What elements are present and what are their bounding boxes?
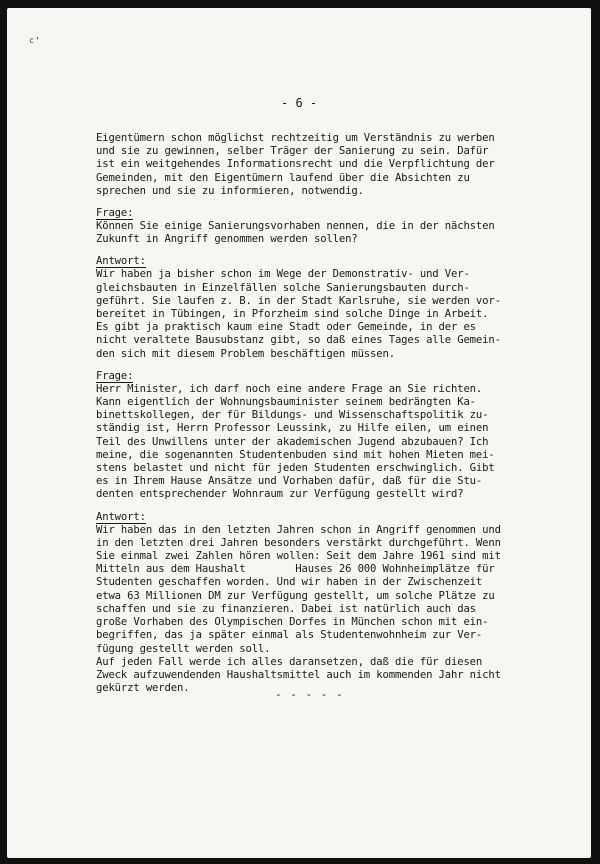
text-line: Eigentümern schon möglichst rechtzeitig um Verständnis zu werben (96, 132, 495, 144)
text-line: Können Sie einige Sanierungsvorhaben nennen, die in der nächsten (96, 220, 495, 233)
text-line: meine, die sogenannten Studentenbuden sind mit hohen Mieten mei- (96, 448, 495, 461)
text-line: Teil des Unwillens unter der akademischen Jugend abzubauen? Ich (96, 435, 489, 448)
page-corner-marks: c’ (29, 36, 41, 45)
text-line: Auf jeden Fall werde ich alles daransetzen, daß die für diesen (96, 655, 483, 668)
text-line: Wir haben ja bisher schon im Wege der Demonstrativ- und Ver- (96, 268, 470, 281)
text-line: gekürzt werden. (96, 682, 190, 695)
question-label: Frage: (96, 207, 134, 220)
text-line: denten entsprechender Wohnraum zur Verfügung gestellt wird? (96, 488, 464, 501)
text-line: große Vorhaben des Olympischen Dorfes in München schon mit ein- (96, 616, 489, 629)
text-line: den sich mit diesem Problem beschäftigen müssen. (96, 347, 395, 360)
text-line: und sie zu gewinnen, selber Träger der Sanierung zu sein. Dafür (96, 145, 489, 158)
question-text (96, 383, 566, 502)
text-line: bereitet in Tübingen, in Pforzheim sind solche Dinge in Arbeit. (96, 308, 489, 321)
text-line: stens belastet und nicht für jeden Studenten erschwinglich. Gibt (96, 462, 495, 475)
question-label: Frage: (96, 369, 134, 382)
text-line: Kann eigentlich der Wohnungsbauminister seinem bedrängten Ka- (96, 396, 476, 409)
text-line: sprechen und sie zu informieren, notwendig. (96, 184, 364, 197)
answer-label: Antwort: (96, 255, 146, 268)
text-line: geführt. Sie laufen z. B. in der Stadt Karlsruhe, sie werden vor- (96, 294, 501, 307)
text-line: Zweck aufzuwendenden Haushaltsmittel auch im kommenden Jahr nicht (96, 668, 501, 681)
document-page (7, 8, 591, 858)
answer-label: Antwort: (96, 510, 146, 523)
text-line: es in Ihrem Hause Ansätze und Vorhaben dafür, daß für die Stu- (96, 475, 483, 488)
text-line: begriffen, das ja später einmal als Studentenwohnheim zur Ver- (96, 629, 483, 642)
text-line: gleichsbauten in Einzelfällen solche Sanierungsbauten durch- (96, 281, 470, 294)
text-line: ist ein weitgehendes Informationsrecht und die Verpflichtung der (96, 158, 495, 171)
end-of-text-mark: - - - - - (275, 688, 344, 701)
text-line: in den letzten drei Jahren besonders verstärkt durchgeführt. Wenn (96, 536, 501, 549)
question-text (96, 220, 566, 246)
text-line: Herr Minister, ich darf noch eine andere Frage an Sie richten. (96, 382, 483, 395)
answer-text (96, 524, 566, 696)
text-line: Zukunft in Angriff genommen werden sollen? (96, 233, 358, 246)
text-line: etwa 63 Millionen DM zur Verfügung gestellt, um solche Plätze zu (96, 589, 495, 602)
text-line: nicht veraltete Bausubstanz gibt, so daß eines Tages alle Gemein- (96, 334, 501, 347)
page-number: - 6 - (281, 96, 318, 110)
text-line: Gemeinden, mit den Eigentümern laufend über die Absichten zu (96, 171, 470, 184)
text-line: schaffen und sie zu finanzieren. Dabei ist natürlich auch das (96, 602, 476, 615)
text-line: Sie einmal zwei Zahlen hören wollen: Seit dem Jahre 1961 sind mit (96, 550, 501, 563)
text-line: binettskollegen, der für Bildungs- und Wissenschaftspolitik zu- (96, 409, 489, 422)
text-line: Mitteln aus dem Haushalt Hauses 26 000 Wohnheimplätze für (96, 563, 495, 576)
text-line: Es gibt ja praktisch kaum eine Stadt oder Gemeinde, in der es (96, 321, 476, 334)
paragraph (96, 132, 566, 198)
text-line: fügung gestellt werden soll. (96, 642, 271, 655)
text-line: ständig ist, Herrn Professor Leussink, zu Hilfe eilen, um einen (96, 422, 489, 435)
answer-text (96, 268, 566, 360)
text-line: Wir haben das in den letzten Jahren schon in Angriff genommen und (96, 523, 501, 536)
text-line: Studenten geschaffen worden. Und wir haben in der Zwischenzeit (96, 576, 483, 589)
interview-body (96, 132, 566, 695)
